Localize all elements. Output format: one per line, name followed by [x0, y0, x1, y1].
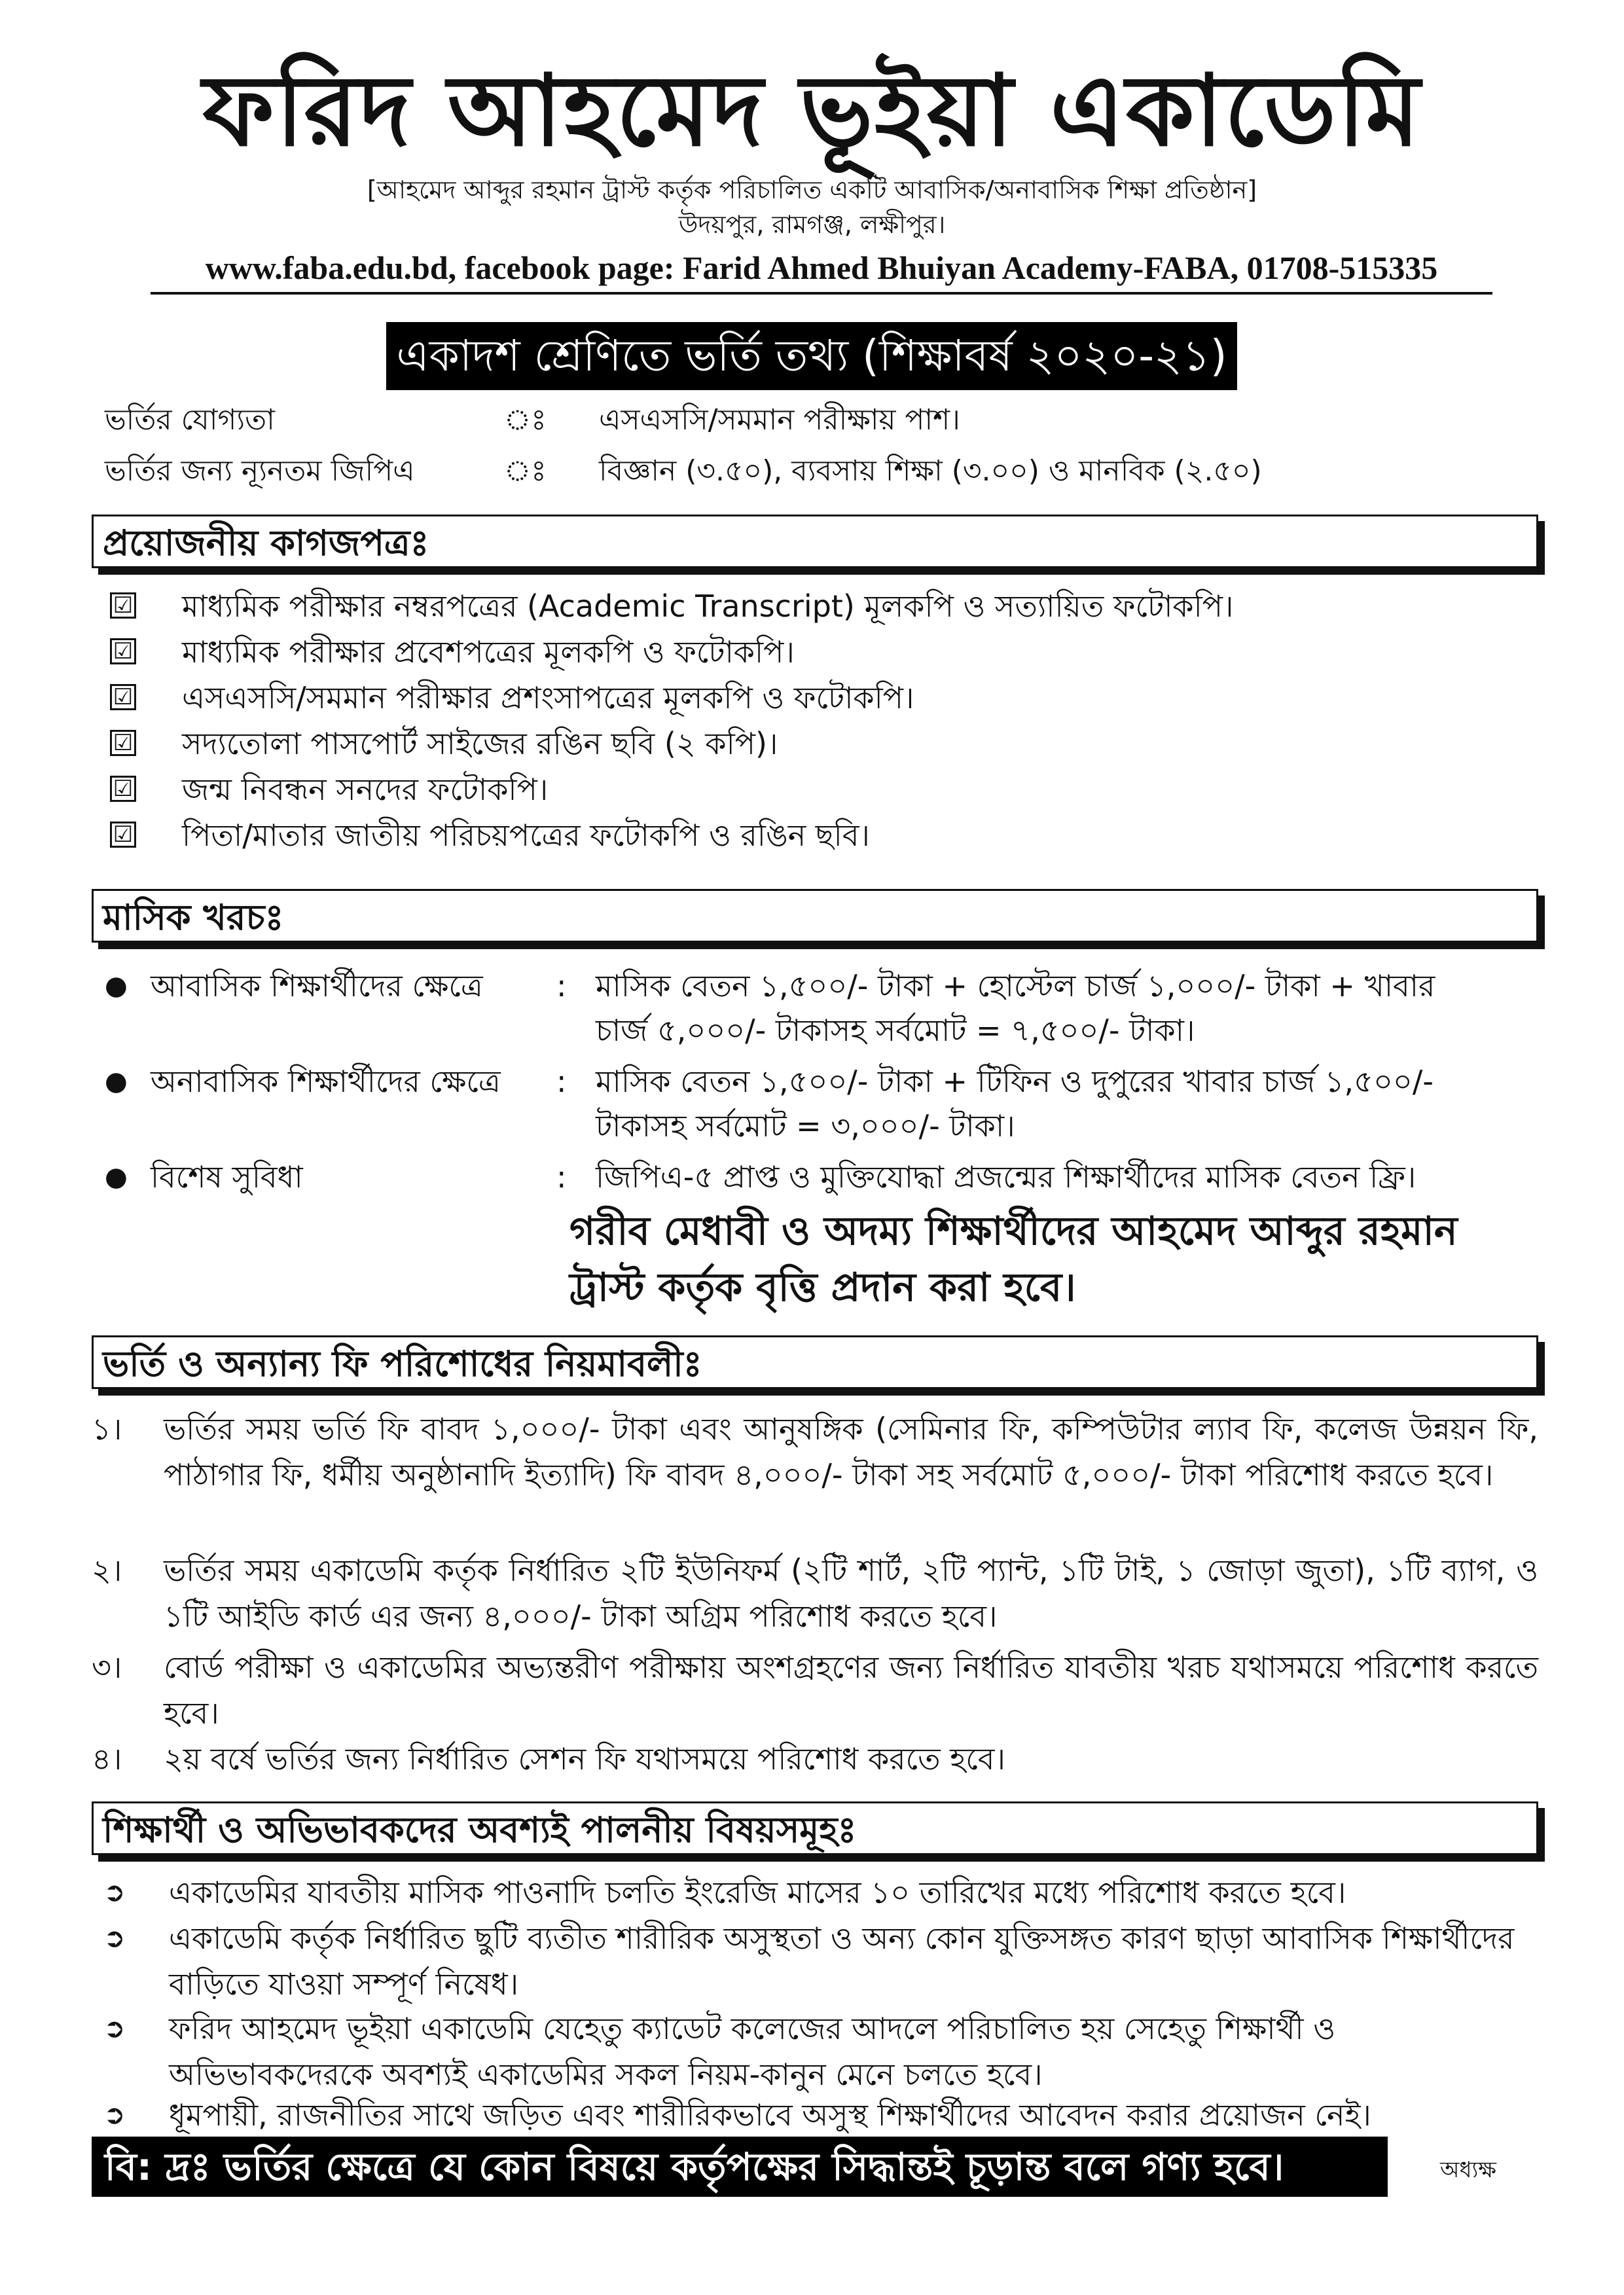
non-residential-cost-line1: মাসিক বেতন ১,৫০০/- টাকা + টিফিন ও দুপুরের খাবার চার্জ ১,৫০০/-: [596, 1064, 1434, 1099]
documents-heading: প্রয়োজনীয় কাগজপত্রঃ: [92, 515, 1538, 568]
scholarship-highlight-line2: ট্রাস্ট কর্তৃক বৃত্তি প্রদান করা হবে।: [569, 1265, 1076, 1310]
residential-cost-line1: মাসিক বেতন ১,৫০০/- টাকা + হোস্টেল চার্জ ১,০০০/- টাকা + খাবার: [596, 968, 1435, 1003]
rule-item-text: ধূমপায়ী, রাজনীতির সাথে জড়িত এবং শারীরিকভাবে অসুস্থ শিক্ষার্থীদের আবেদন করার প্রয়োজন নেই।: [169, 2097, 1371, 2133]
checkbox-checked-icon: ☑: [110, 684, 136, 710]
academy-title: ফরিদ আহমেদ ভূইয়া একাডেমি: [202, 54, 1422, 168]
document-item-text: মাধ্যমিক পরীক্ষার প্রবেশপত্রের মূলকপি ও ফটোকপি।: [182, 634, 795, 670]
document-item-text: জন্ম নিবন্ধন সনদের ফটোকপি।: [182, 772, 549, 807]
min-gpa-label: ভর্তির জন্য ন্যূনতম জিপিএ: [105, 454, 415, 488]
residential-cost-separator: :: [556, 968, 567, 1003]
scholarship-highlight-line1: গরীব মেধাবী ও অদম্য শিক্ষার্থীদের আহমেদ আব্দুর রহমান: [569, 1208, 1458, 1254]
checkbox-checked-icon: ☑: [110, 638, 136, 664]
eligibility-separator: ঃ: [504, 403, 547, 437]
arrow-icon: ➲: [103, 1923, 126, 1953]
checkbox-checked-icon: ☑: [110, 822, 136, 848]
scholarship-highlight: [569, 1203, 1551, 1316]
arrow-icon: ➲: [103, 2014, 126, 2044]
document-item-text: মাধ্যমিক পরীক্ষার নম্বরপত্রের (Academic Transcript) মূলকপি ও সত্যায়িত ফটোকপি।: [182, 588, 1234, 624]
academy-address: উদয়পুর, রামগঞ্জ, লক্ষীপুর।: [678, 210, 946, 239]
bullet-icon: ●: [105, 971, 128, 1001]
non-residential-cost-value: [596, 1059, 1617, 1148]
rule-item-text: একাডেমি কর্তৃক নির্ধারিত ছুটি ব্যতীত শারীরিক অসুস্থতা ও অন্য কোন যুক্তিসঙ্গত কারণ ছাড়া আবাসিক শিক্ষার্থীদের বাড়িতে যাওয়া সম্পূর্ণ নিষেধ।: [169, 1921, 1515, 2002]
residential-cost-label: আবাসিক শিক্ষার্থীদের ক্ষেত্রে: [151, 968, 483, 1003]
admission-banner: একাদশ শ্রেণিতে ভর্তি তথ্য (শিক্ষাবর্ষ ২০২০-২১): [386, 322, 1237, 390]
rule-item-text: ফরিদ আহমেদ ভূইয়া একাডেমি যেহেতু ক্যাডেট কলেজের আদলে পরিচালিত হয় সেহেতু শিক্ষার্থী ও অভিভাবকদেরকে অবশ্যই একাডেমির সকল নিয়ম-কানুন মেনে চলতে হবে।: [169, 2011, 1336, 2092]
document-item-text: এসএসসি/সমমান পরীক্ষার প্রশংসাপত্রের মূলকপি ও ফটোকপি।: [182, 680, 914, 715]
principal-signature: অধ্যক্ষ: [1440, 2157, 1496, 2183]
bullet-icon: ●: [105, 1162, 128, 1192]
fee-rule-text: ২য় বর্ষে ভর্তির জন্য নির্ধারিত সেশন ফি যথাসময়ে পরিশোধ করতে হবে।: [164, 1741, 1005, 1777]
bullet-icon: ●: [105, 1066, 128, 1096]
document-item-text: সদ্যতোলা পাসপোর্ট সাইজের রঙিন ছবি (২ কপি)।: [182, 726, 778, 761]
fee-rule-text: ভর্তির সময় ভর্তি ফি বাবদ ১,০০০/- টাকা এবং আনুষঙ্গিক (সেমিনার ফি, কম্পিউটার ল্যাব ফি, কলেজ উন্নয়ন ফি, পাঠাগার ফি, ধর্মীয় অনুষ্ঠানাদি ইত্যাদি) ফি বাবদ ৪,০০০/- টাকা সহ সর্বমোট ৫,০০০/- টাকা পরিশোধ করতে হবে।: [164, 1411, 1538, 1492]
special-benefit-label: বিশেষ সুবিধা: [151, 1159, 303, 1195]
non-residential-cost-label: অনাবাসিক শিক্ষার্থীদের ক্ষেত্রে: [151, 1064, 501, 1099]
residential-cost-value: [596, 964, 1617, 1053]
document-item-text: পিতা/মাতার জাতীয় পরিচয়পত্রের ফটোকপি ও রঙিন ছবি।: [182, 818, 870, 853]
arrow-icon: ➲: [103, 1877, 126, 1907]
rules-heading: শিক্ষার্থী ও অভিভাবকদের অবশ্যই পালনীয় বিষয়সমূহঃ: [92, 1801, 1538, 1855]
arrow-icon: ➲: [103, 2100, 126, 2130]
checkbox-checked-icon: ☑: [110, 776, 136, 802]
special-note-banner: বি: দ্রঃ ভর্তির ক্ষেত্রে যে কোন বিষয়ে কর্তৃপক্ষের সিদ্ধান্তই চূড়ান্ত বলে গণ্য হবে।: [92, 2137, 1388, 2197]
fee-rule-text: বোর্ড পরীক্ষা ও একাডেমির অভ্যন্তরীণ পরীক্ষায় অংশগ্রহণের জন্য নির্ধারিত যাবতীয় খরচ যথাসময়ে পরিশোধ করতে হবে।: [164, 1650, 1538, 1731]
special-benefit-value: জিপিএ-৫ প্রাপ্ত ও মুক্তিযোদ্ধা প্রজন্মের শিক্ষার্থীদের মাসিক বেতন ফ্রি।: [596, 1159, 1416, 1195]
non-residential-cost-separator: :: [556, 1064, 567, 1099]
fee-rule-number: ২।: [92, 1553, 122, 1588]
fee-rule-number: ১।: [92, 1411, 122, 1447]
fees-heading: ভর্তি ও অন্যান্য ফি পরিশোধের নিয়মাবলীঃ: [92, 1335, 1538, 1389]
fee-rule-text: ভর্তির সময় একাডেমি কর্তৃক নির্ধারিত ২টি ইউনিফর্ম (২টি শার্ট, ২টি প্যান্ট, ১টি টাই, ১ জোড়া জুতা), ১টি ব্যাগ, ও ১টি আইডি কার্ড এর জন্য ৪,০০০/- টাকা অগ্রিম পরিশোধ করতে হবে।: [164, 1553, 1538, 1634]
non-residential-cost-line2: টাকাসহ সর্বমোট = ৩,০০০/- টাকা।: [596, 1108, 1015, 1144]
rule-item-text: একাডেমির যাবতীয় মাসিক পাওনাদি চলতি ইংরেজি মাসের ১০ তারিখের মধ্যে পরিশোধ করতে হবে।: [169, 1875, 1346, 1910]
fee-rule-number: ৩।: [92, 1650, 122, 1685]
monthly-cost-heading: মাসিক খরচঃ: [92, 889, 1538, 943]
fee-rule-number: ৪।: [92, 1741, 122, 1777]
academy-contact: www.faba.edu.bd, facebook page: Farid Ahmed Bhuiyan Academy-FABA, 01708-515335: [205, 249, 1438, 286]
special-benefit-separator: :: [556, 1159, 567, 1195]
min-gpa-separator: ঃ: [504, 454, 547, 488]
residential-cost-line2: চার্জ ৫,০০০/- টাকাসহ সর্বমোট = ৭,৫০০/- টাকা।: [596, 1013, 1195, 1048]
header-divider: [151, 292, 1492, 295]
checkbox-checked-icon: ☑: [110, 592, 136, 619]
academy-subtitle: [আহমেদ আব্দুর রহমান ট্রাস্ট কর্তৃক পরিচালিত একটি আবাসিক/অনাবাসিক শিক্ষা প্রতিষ্ঠান]: [367, 175, 1257, 204]
checkbox-checked-icon: ☑: [110, 730, 136, 756]
eligibility-label: ভর্তির যোগ্যতা: [105, 403, 275, 437]
min-gpa-value: বিজ্ঞান (৩.৫০), ব্যবসায় শিক্ষা (৩.০০) ও মানবিক (২.৫০): [599, 454, 1262, 488]
eligibility-value: এসএসসি/সমমান পরীক্ষায় পাশ।: [599, 403, 960, 437]
